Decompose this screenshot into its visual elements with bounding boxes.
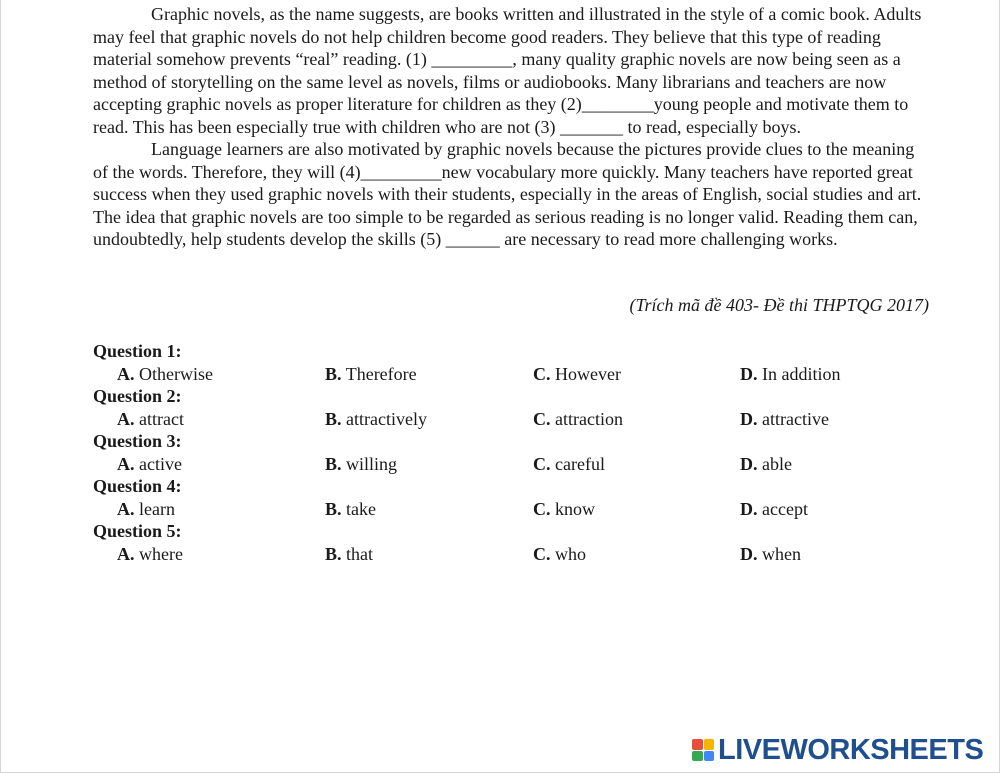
option-d[interactable]: [740, 498, 808, 521]
option-letter: C.: [533, 543, 551, 564]
answer-options: [93, 453, 953, 476]
option-text: that: [346, 543, 374, 564]
answer-options: [93, 498, 953, 521]
option-c[interactable]: [533, 363, 621, 386]
answer-options: [93, 408, 953, 431]
option-c[interactable]: [533, 453, 605, 476]
option-letter: B.: [325, 408, 342, 429]
question-title: Question 3:: [93, 431, 182, 451]
option-b[interactable]: [325, 408, 427, 431]
option-letter: A.: [117, 408, 135, 429]
option-text: accept: [762, 498, 808, 519]
option-d[interactable]: [740, 453, 792, 476]
logo-square-green: [692, 751, 703, 762]
option-b[interactable]: [325, 543, 373, 566]
option-letter: A.: [117, 363, 135, 384]
option-letter: D.: [740, 543, 758, 564]
option-text: attractively: [346, 408, 427, 429]
option-d[interactable]: [740, 408, 829, 431]
option-text: attraction: [555, 408, 623, 429]
question-title: Question 5:: [93, 521, 182, 541]
option-letter: C.: [533, 408, 551, 429]
logo-square-blue: [704, 751, 715, 762]
option-b[interactable]: [325, 498, 376, 521]
option-text: where: [139, 543, 183, 564]
question-5: [93, 520, 953, 565]
option-letter: D.: [740, 453, 758, 474]
option-letter: A.: [117, 543, 135, 564]
option-c[interactable]: [533, 543, 586, 566]
answer-options: [93, 363, 953, 386]
option-a[interactable]: [117, 543, 183, 566]
logo-text: LIVEWORKSHEETS: [718, 733, 984, 766]
option-a[interactable]: [117, 498, 175, 521]
option-letter: B.: [325, 498, 342, 519]
source-citation: (Trích mã đề 403- Đề thi THPTQG 2017): [629, 295, 929, 315]
option-d[interactable]: [740, 543, 801, 566]
option-text: However: [555, 363, 621, 384]
option-text: Therefore: [345, 363, 417, 384]
option-c[interactable]: [533, 408, 623, 431]
option-c[interactable]: [533, 498, 595, 521]
option-b[interactable]: [325, 453, 397, 476]
option-letter: A.: [117, 498, 135, 519]
passage-paragraph-1: Graphic novels, as the name suggests, are books written and illustrated in the style of a comic book. Adults may feel that graphic novels do not help children become good readers. They believe that this type of reading material somehow prevents “real” reading. (1) _________, many quality graphic novels are now being seen as a method of storytelling on the same level as novels, films or audiobooks. Many librarians and teachers are now accepting graphic novels as proper literature for children as they (2)________young people and motivate them to read. This has been especially true with children who are not (3) _______ to read, especially boys.: [93, 4, 922, 137]
option-text: careful: [555, 453, 605, 474]
option-letter: C.: [533, 453, 551, 474]
option-text: attractive: [762, 408, 829, 429]
option-text: able: [762, 453, 792, 474]
question-1: [93, 340, 953, 385]
option-text: learn: [139, 498, 175, 519]
liveworksheets-logo-icon: [692, 739, 714, 761]
option-letter: B.: [325, 363, 342, 384]
liveworksheets-logo[interactable]: [692, 735, 983, 765]
question-title: Question 4:: [93, 476, 182, 496]
option-text: Otherwise: [139, 363, 213, 384]
option-text: know: [555, 498, 595, 519]
option-text: take: [346, 498, 376, 519]
question-4: [93, 475, 953, 520]
option-text: In addition: [762, 363, 841, 384]
option-letter: C.: [533, 363, 551, 384]
reading-passage: [93, 3, 933, 251]
option-a[interactable]: [117, 408, 184, 431]
logo-square-red: [692, 739, 703, 750]
option-text: willing: [346, 453, 398, 474]
question-3: [93, 430, 953, 475]
option-text: active: [139, 453, 182, 474]
option-letter: B.: [325, 453, 342, 474]
option-letter: B.: [325, 543, 342, 564]
question-2: [93, 385, 953, 430]
logo-square-yellow: [704, 739, 715, 750]
passage-paragraph-2: Language learners are also motivated by graphic novels because the pictures provide clues to the meaning of the words. Therefore, they will (4)_________new vocabulary more quickly. Many teachers have reported great success when they used graphic novels with their students, especially in the areas of English, social studies and art. The idea that graphic novels are too simple to be regarded as serious reading is no longer valid. Reading them can, undoubtedly, help students develop the skills (5) ______ are necessary to read more challenging works.: [93, 139, 922, 249]
question-list: [93, 340, 953, 565]
option-a[interactable]: [117, 453, 182, 476]
option-letter: A.: [117, 453, 135, 474]
option-text: attract: [139, 408, 184, 429]
option-letter: D.: [740, 408, 758, 429]
question-title: Question 1:: [93, 341, 182, 361]
answer-options: [93, 543, 953, 566]
option-b[interactable]: [325, 363, 417, 386]
option-letter: C.: [533, 498, 551, 519]
option-text: who: [555, 543, 586, 564]
option-letter: D.: [740, 498, 758, 519]
option-a[interactable]: [117, 363, 213, 386]
option-d[interactable]: [740, 363, 841, 386]
option-letter: D.: [740, 363, 758, 384]
option-text: when: [762, 543, 801, 564]
question-title: Question 2:: [93, 386, 182, 406]
